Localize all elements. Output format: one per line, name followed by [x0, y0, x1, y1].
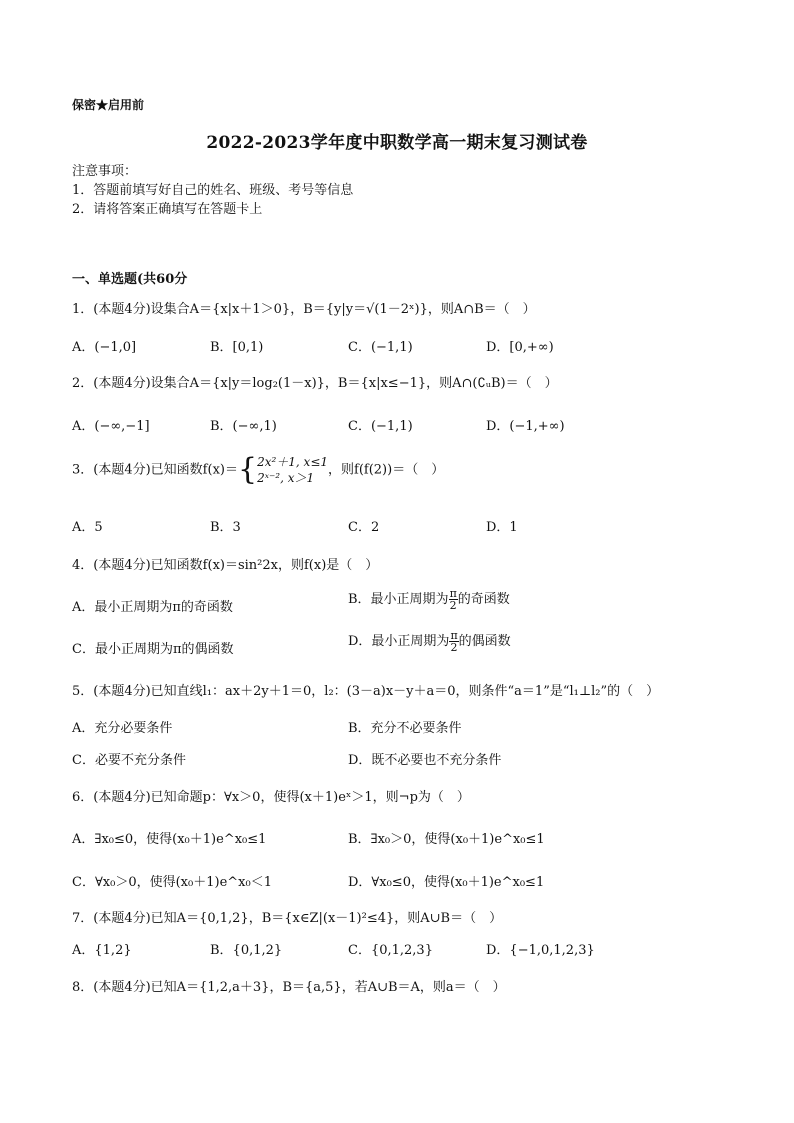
option-b-suffix: 的奇函数	[457, 592, 510, 607]
option-b: B．∃x₀＞0，使得(x₀＋1)e^x₀≤1	[348, 832, 545, 847]
stem-prefix: 3．(本题4分)已知函数f(x)＝	[72, 462, 238, 478]
question-stem	[72, 454, 444, 486]
option-c: C．∀x₀＞0，使得(x₀＋1)e^x₀＜1	[72, 875, 272, 890]
option-c: C．必要不充分条件	[72, 753, 186, 768]
option-b: B．3	[210, 520, 241, 535]
notice-item: 2．请将答案正确填写在答题卡上	[72, 202, 263, 217]
notice-block	[72, 162, 353, 219]
pi-over-two-fraction: $\frac{\pi}{2}$	[450, 629, 458, 654]
confidential-label: 保密★启用前	[72, 98, 145, 112]
left-brace: {	[237, 452, 258, 487]
section-title: 一、单选题(共60分	[72, 272, 188, 287]
option-a: A．(−∞,−1]	[72, 419, 150, 434]
option-b: B．{0,1,2}	[210, 943, 283, 958]
option-d: D．∀x₀≤0，使得(x₀＋1)e^x₀≤1	[348, 875, 545, 890]
option-d: D．(−1,+∞)	[486, 419, 565, 434]
question-stem: 4．(本题4分)已知函数f(x)＝sin²2x，则f(x)是（ ）	[72, 558, 379, 573]
notice-heading: 注意事项：	[72, 164, 138, 179]
question-stem: 2．(本题4分)设集合A＝{x|y＝log₂(1－x)}，B＝{x|x≤−1}，则A∩(∁ᵤB)＝（ ）	[72, 376, 558, 391]
option-d: D．[0,+∞)	[486, 340, 554, 355]
option-b: B．[0,1)	[210, 340, 264, 355]
option-a: A．最小正周期为π的奇函数	[72, 600, 233, 615]
notice-item: 1．答题前填写好自己的姓名、班级、考号等信息	[72, 183, 354, 198]
option-d: D．{−1,0,1,2,3}	[486, 943, 595, 958]
option-a: A．(−1,0]	[72, 340, 137, 355]
case-line: 2x²＋1, x≤1	[257, 455, 329, 469]
option-a: A．∃x₀≤0，使得(x₀＋1)e^x₀≤1	[72, 832, 267, 847]
case-line: 2ˣ⁻², x＞1	[257, 471, 315, 485]
option-b	[348, 588, 510, 611]
option-c: C．(−1,1)	[348, 340, 413, 355]
option-b: B．(−∞,1)	[210, 419, 277, 434]
option-d: D．1	[486, 520, 518, 535]
option-a: A．{1,2}	[72, 943, 132, 958]
option-d: D．既不必要也不充分条件	[348, 753, 502, 768]
option-d	[348, 630, 511, 653]
pi-over-two-fraction: $\frac{\pi}{2}$	[449, 587, 457, 612]
stem-suffix: ，则f(f(2))＝（ ）	[328, 462, 445, 478]
option-b: B．充分不必要条件	[348, 721, 462, 736]
question-stem: 1．(本题4分)设集合A＝{x|x＋1＞0}，B＝{y|y＝√(1－2ˣ)}，则A∩B＝（ ）	[72, 302, 536, 317]
question-stem: 5．(本题4分)已知直线l₁：ax＋2y＋1＝0，l₂：(3－a)x－y＋a＝0，则条件“a＝1”是“l₁⊥l₂”的（ ）	[72, 684, 660, 699]
exam-title: 2022-2023学年度中职数学高一期末复习测试卷	[206, 133, 588, 153]
option-c: C．{0,1,2,3}	[348, 943, 433, 958]
question-stem: 8．(本题4分)已知A＝{1,2,a＋3}，B＝{a,5}，若A∪B＝A，则a＝（ ）	[72, 980, 506, 995]
piecewise-cases	[257, 454, 328, 486]
option-c: C．(−1,1)	[348, 419, 413, 434]
option-d-text: D．最小正周期为	[348, 634, 450, 649]
option-d-suffix: 的偶函数	[458, 634, 511, 649]
option-a: A．充分必要条件	[72, 721, 173, 736]
question-stem: 7．(本题4分)已知A＝{0,1,2}，B＝{x∈Z|(x－1)²≤4}，则A∪B＝（ ）	[72, 911, 503, 926]
option-c: C．2	[348, 520, 380, 535]
option-c: C．最小正周期为π的偶函数	[72, 642, 234, 657]
question-stem: 6．(本题4分)已知命题p：∀x＞0，使得(x＋1)eˣ＞1，则¬p为（ ）	[72, 790, 470, 805]
option-a: A．5	[72, 520, 103, 535]
option-b-text: B．最小正周期为	[348, 592, 449, 607]
